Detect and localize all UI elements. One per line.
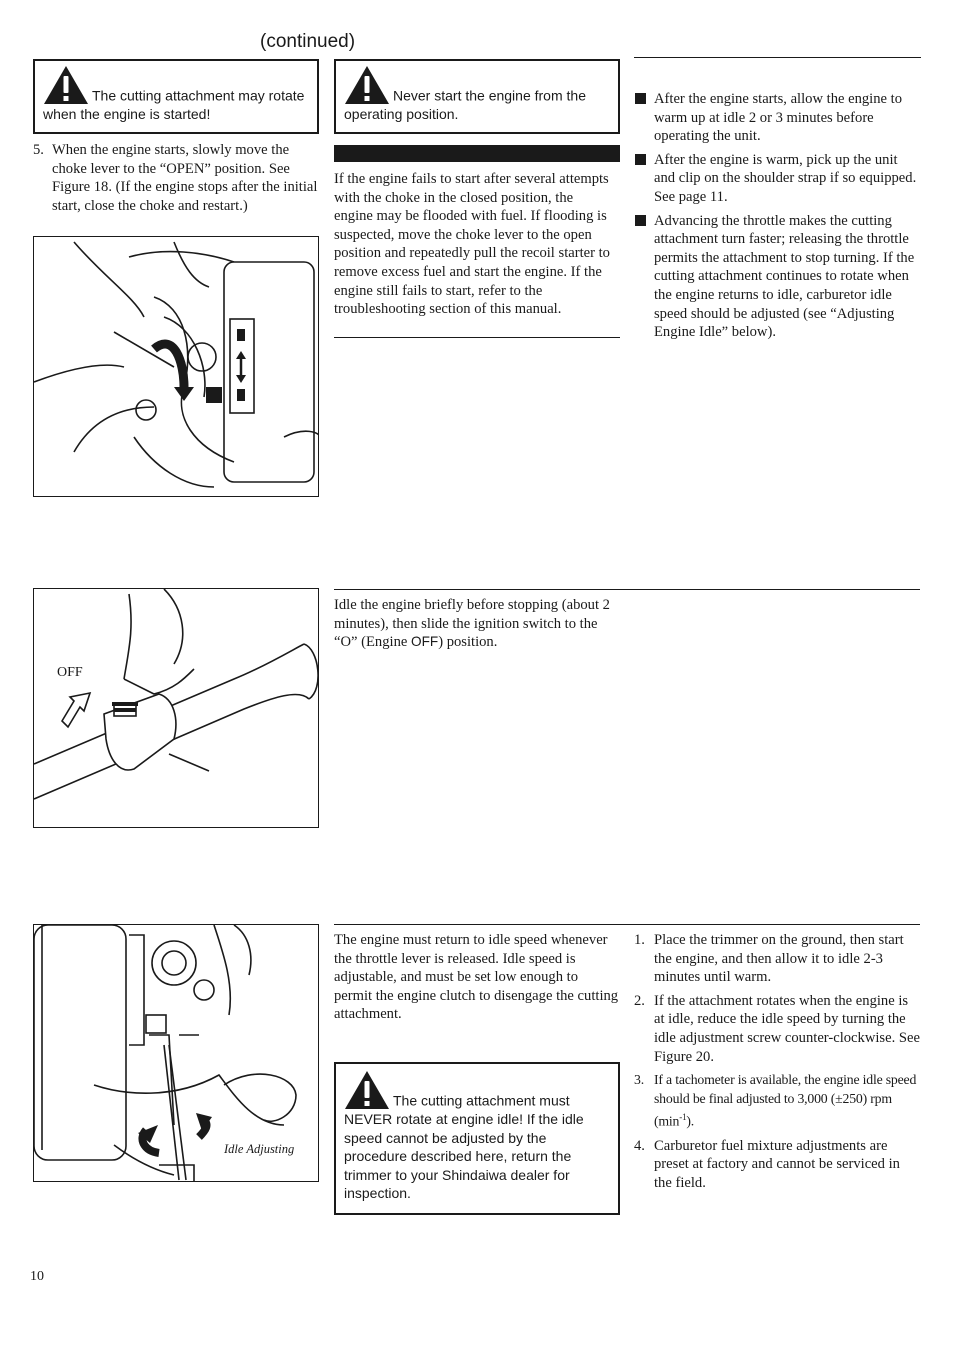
warning-triangle-icon [344,1070,390,1110]
warning-triangle-icon [43,65,89,105]
step-number: 5. [33,142,44,158]
idle-adjusting-label: Idle Adjusting [224,1142,295,1156]
list-item: 4. Carburetor fuel mixture adjustments are preset at factory and cannot be serviced in the field. [634,1137,900,1191]
flooding-heading-bar [334,145,620,162]
figure-idle-adjusting [33,924,319,1182]
page-number: 10 [30,1269,44,1284]
section-rule-top-right [634,57,921,58]
bullet-item: Advancing the throttle makes the cutting attachment turn faster; releasing the throttle permits the attachment to stop turning. If the cutting attachment continues to rotate when the engine returns to idle, carburetor idle speed should be adjusted (see “Adjusting Engine Idle” below). [634,212,921,342]
bullet-item: After the engine starts, allow the engine to warm up at idle 2 or 3 minutes before operating the unit. [634,90,921,146]
idle-steps-list [634,931,921,1197]
warning-text-position: Never start the engine from the operating position. [344,87,586,122]
flooding-bottom-rule [334,337,620,338]
warning-triangle-icon [344,65,390,105]
warning-text-idle: The cutting attachment must NEVER rotate at engine idle! If the idle speed cannot be adjusted by the procedure described here, return the trimmer to your Shindaiwa dealer for inspection. [344,1092,584,1201]
bullet-item: After the engine is warm, pick up the unit and clip on the shoulder strap if so equipped. See page 11. [634,151,921,207]
figure-ignition-switch [33,588,319,828]
switch-illustration [34,589,319,828]
warning-box-idle [334,1062,620,1215]
step-text: When the engine starts, slowly move the choke lever to the “OPEN” position. See Figure 18. (If the engine stops after the initial start, close the choke and restart.) [52,142,318,214]
idle-paragraph: The engine must return to idle speed whenever the throttle lever is released. Idle speed is adjustable, and must be set low enough to permit the engine clutch to disengage the cutting attachment. [334,932,619,1023]
flooding-paragraph: If the engine fails to start after several attempts with the choke in the closed position, the engine may be flooded with fuel. If flooding is suspected, move the choke lever to the open position and repeatedly pull the recoil starter to remove excess fuel and start the engine. If the engine still fails to start, refer to the troubleshooting section of this manual. [334,171,610,318]
section-rule-idle [334,924,920,925]
section-rule-stopping [334,589,920,590]
warmup-bullet-list [634,90,921,347]
stopping-paragraph: Idle the engine briefly before stopping (about 2 minutes), then slide the ignition switch to the “O” (Engine OFF) position. [334,597,610,651]
square-bullet-icon [635,154,646,165]
list-item: 3. If a tachometer is available, the engine idle speed should be final adjusted to 3,000 (±250) rpm $(\min^{-1})$. [634,1072,917,1129]
list-item: 2. If the attachment rotates when the engine is at idle, reduce the idle speed by turning the idle adjustment screw counter-clockwise. See Figure 20. [634,992,920,1065]
figure-choke-lever [33,236,319,497]
off-label: OFF [57,665,83,680]
square-bullet-icon [635,93,646,104]
warning-text-start: The cutting attachment may rotate when the engine is started! [43,87,305,122]
continued-heading: (continued) [260,31,356,52]
step-5 [33,141,321,215]
warning-box-position [334,59,620,134]
square-bullet-icon [635,215,646,226]
warning-box-start [33,59,319,134]
list-item: 1. Place the trimmer on the ground, then start the engine, and then allow it to idle 2-3 minutes until warm. [634,932,904,986]
choke-illustration [34,237,319,497]
